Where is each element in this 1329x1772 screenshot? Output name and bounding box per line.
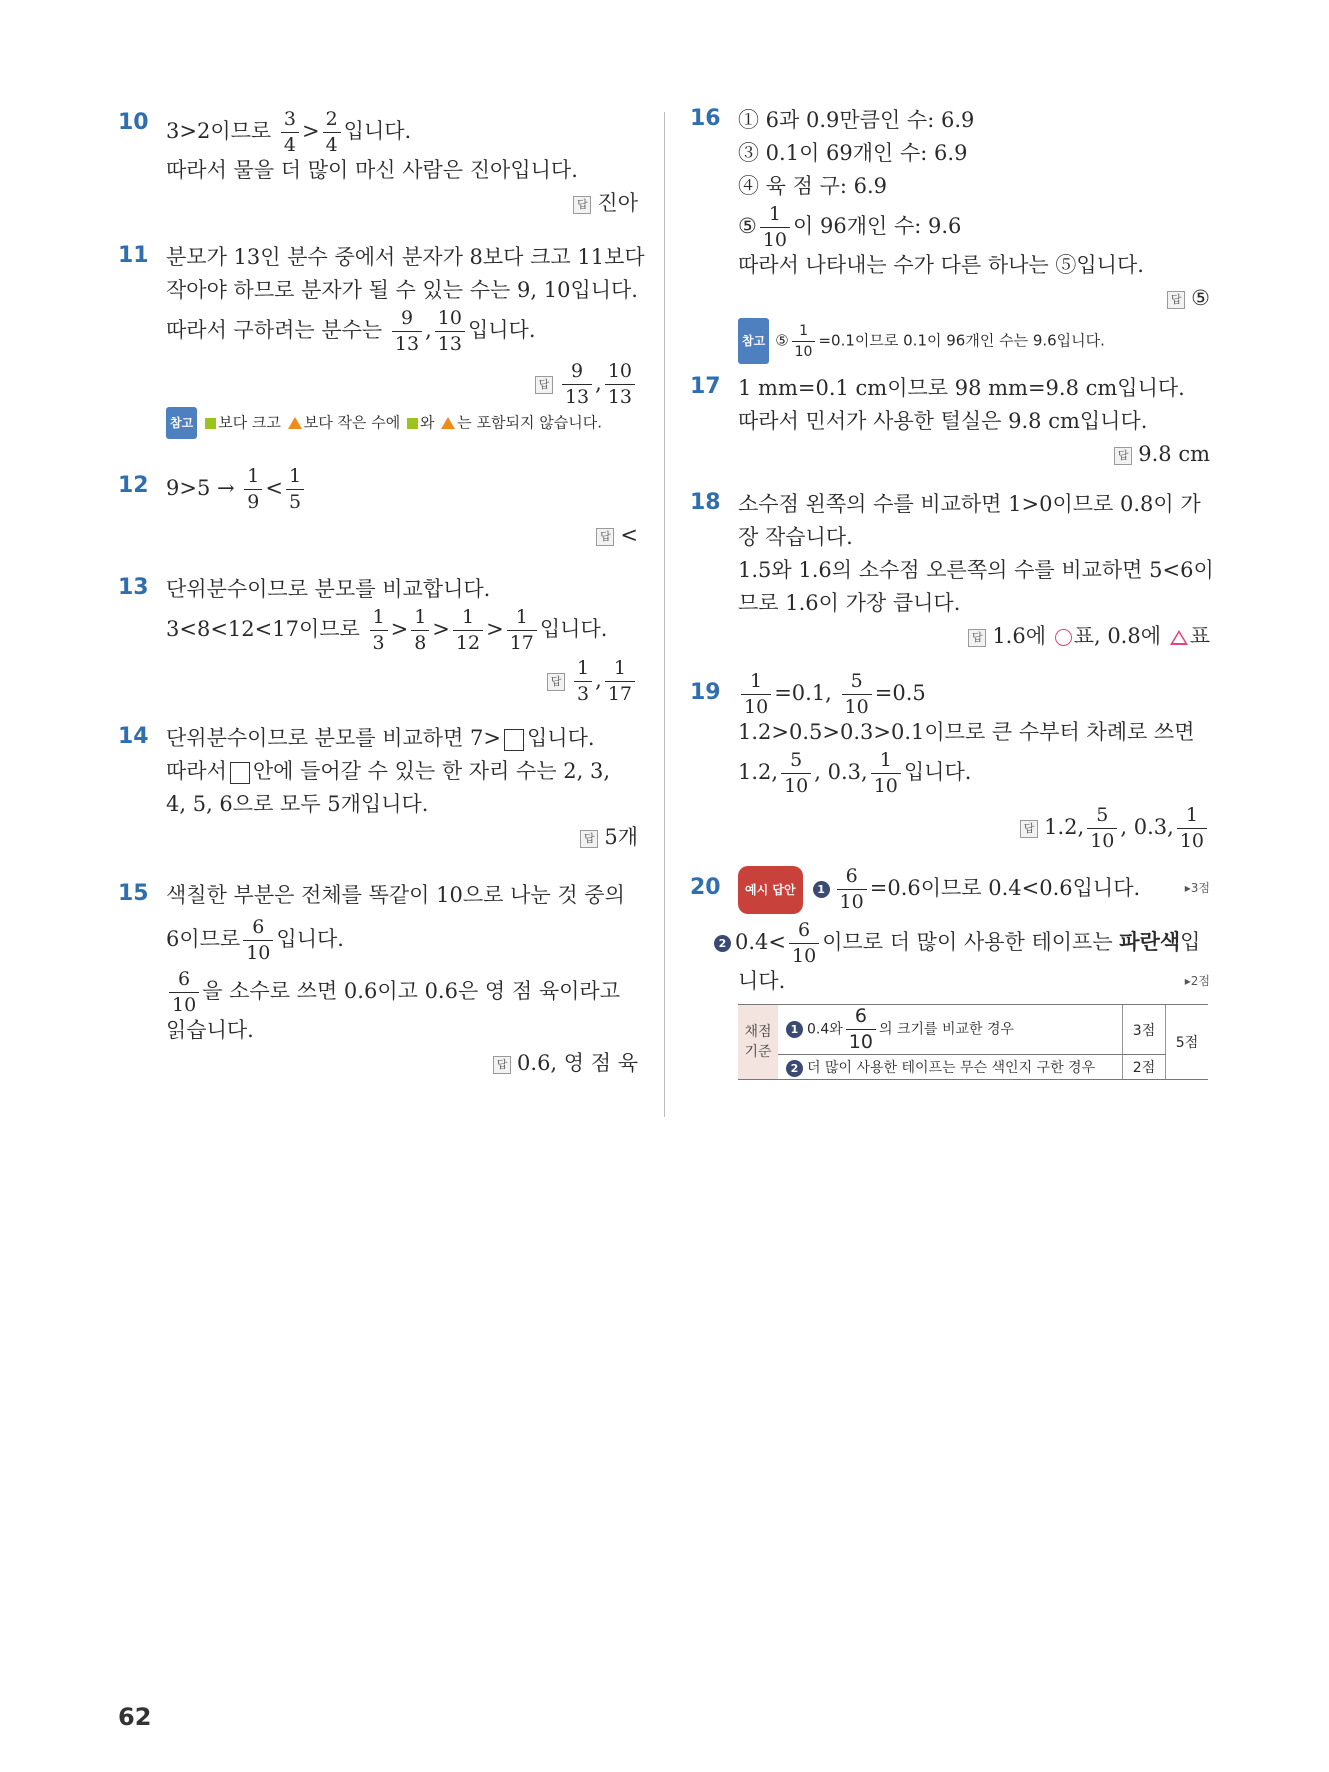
fraction: $\frac{1}{17}$ xyxy=(507,608,537,653)
fraction: $\frac{6}{10}$ xyxy=(169,970,199,1015)
problem-10: 10 3>2이므로 $\frac{3}{4}$ > $\frac{2}{4}$ 입니다. 따라서 물을 더 많이 마신 사람은 진아입니다. 답 진아 xyxy=(118,108,638,219)
problem-number: 15 xyxy=(118,881,149,906)
fraction: $\frac{2}{4}$ xyxy=(323,110,341,155)
step-2-icon: 2 xyxy=(714,935,731,952)
fraction: $\frac{10}{13}$ xyxy=(435,309,465,354)
problem-11: 11 분모가 13인 분수 중에서 분자가 8보다 크고 11보다 작아야 하므로 분자가 될 수 있는 수는 9, 10입니다. 따라서 구하려는 분수는 $\frac{9}{13}$ , $\frac{10}{13}$ 입니다. 답 $\frac{9}{13}$ , $\frac{10}{13}$ 참고 보다 크고 보다 작은 수에 와 는 포함되지 않습니다. xyxy=(118,241,638,439)
answer: 답 1.6에 표, 0.8에 표 xyxy=(738,620,1210,652)
fraction: $\frac{6}{10}$ xyxy=(837,867,867,912)
problem-20: 20 예시 답안 1 $\frac{6}{10}$ =0.6이므로 0.4<0.6입니다. ▸3점 2 0.4< $\frac{6}{10}$ 이므로 더 많이 사용한 테이프는 파란색입 니다. ▸2점 xyxy=(690,865,1210,998)
problem-number: 13 xyxy=(118,575,149,600)
fraction: $\frac{6}{10}$ xyxy=(243,918,273,963)
triangle-outline-icon xyxy=(1170,630,1188,645)
left-column xyxy=(118,108,645,1079)
fraction: $\frac{1}{9}$ xyxy=(244,467,262,512)
problem-number: 20 xyxy=(690,875,721,900)
fraction: $\frac{1}{12}$ xyxy=(453,608,483,653)
fraction: $\frac{1}{10}$ xyxy=(792,324,816,359)
answer-mark-icon: 답 xyxy=(1020,820,1038,838)
answer-mark-icon: 답 xyxy=(1167,291,1185,309)
fraction: $\frac{5}{10}$ xyxy=(781,751,811,796)
fraction: $\frac{5}{10}$ xyxy=(842,672,872,717)
fraction: $\frac{6}{10}$ xyxy=(789,921,819,966)
answer-mark-icon: 답 xyxy=(968,629,986,647)
answer: 답 $\frac{1}{3}$ , $\frac{1}{17}$ xyxy=(166,656,638,704)
fraction: $\frac{1}{17}$ xyxy=(605,659,635,704)
problem-14: 14 단위분수이므로 분모를 비교하면 7> 입니다. 따라서 안에 들어갈 수 있는 한 자리 수는 2, 3, 4, 5, 6으로 모두 5개입니다. 답 5개 xyxy=(118,722,638,853)
reference-note: 참고 보다 크고 보다 작은 수에 와 는 포함되지 않습니다. xyxy=(166,407,638,439)
points: ▸3점 xyxy=(1184,881,1210,895)
answer: 답 9.8 cm xyxy=(738,438,1210,470)
fraction: $\frac{1}{10}$ xyxy=(741,672,771,717)
fraction: $\frac{3}{4}$ xyxy=(281,110,299,155)
problem-19: 19 $\frac{1}{10}$ =0.1, $\frac{5}{10}$ =0.5 1.2>0.5>0.3>0.1이므로 큰 수부터 차례로 쓰면 1.2, $\frac{5}{10}$ , 0.3, $\frac{1}{10}$ 입니다. 답 1.2, $\frac{5}{10}$ , 0.3, $\frac{1}{10}$ xyxy=(690,670,1210,851)
problem-number: 14 xyxy=(118,724,149,749)
scoring-table xyxy=(738,1004,1208,1080)
right-column xyxy=(690,104,1214,1080)
problem-15: 15 색칠한 부분은 전체를 똑같이 10으로 나눈 것 중의 6이므로 $\frac{6}{10}$ 입니다. $\frac{6}{10}$ 을 소수로 쓰면 0.6이고 0.6은 영 점 육이라고 읽습니다. 답 0.6, 영 점 육 xyxy=(118,879,638,1079)
triangle-icon xyxy=(288,417,302,429)
fraction: $\frac{1}{3}$ xyxy=(574,659,592,704)
problem-number: 16 xyxy=(690,106,721,131)
answer-mark-icon: 답 xyxy=(1114,447,1132,465)
square-icon xyxy=(407,418,418,429)
answer-mark-icon: 답 xyxy=(596,528,614,546)
fraction: $\frac{6}{10}$ xyxy=(846,1007,876,1052)
points: ▸2점 xyxy=(1184,974,1210,988)
fraction: $\frac{1}{3}$ xyxy=(370,608,388,653)
fraction: $\frac{5}{10}$ xyxy=(1087,806,1117,851)
page-number: 62 xyxy=(118,1703,152,1731)
fraction: $\frac{1}{10}$ xyxy=(1177,806,1207,851)
problem-number: 12 xyxy=(118,473,149,498)
problem-number: 17 xyxy=(690,374,721,399)
problem-number: 11 xyxy=(118,243,149,268)
problem-17: 17 1 mm=0.1 cm이므로 98 mm=9.8 cm입니다. 따라서 민서가 사용한 털실은 9.8 cm입니다. 답 9.8 cm xyxy=(690,372,1210,470)
criterion-2-points: 2점 xyxy=(1123,1055,1166,1080)
problem-number: 10 xyxy=(118,110,149,135)
circle-icon xyxy=(1055,629,1072,646)
answer: 답 5개 xyxy=(166,821,638,853)
fraction: $\frac{1}{10}$ xyxy=(760,205,790,250)
answer: 답 $\frac{9}{13}$ , $\frac{10}{13}$ xyxy=(166,359,638,407)
column-divider xyxy=(664,112,665,1117)
criterion-1: 1 0.4와 $\frac{6}{10}$ 의 크기를 비교한 경우 xyxy=(778,1005,1123,1055)
answer-mark-icon: 답 xyxy=(493,1056,511,1074)
fraction: $\frac{10}{13}$ xyxy=(605,362,635,407)
problem-16: 16 ① 6과 0.9만큼인 수: 6.9 ③ 0.1이 69개인 수: 6.9 ④ 육 점 구: 6.9 ⑤ $\frac{1}{10}$ 이 96개인 수: 9.6 따라서 나타내는 수가 다른 하나는 ⑤입니다. 답 ⑤ 참고 ⑤ $\frac{1}{10}$ =0.1이므로 0.1이 96개인 수는 9.6입니다. xyxy=(690,104,1210,362)
answer: 답 0.6, 영 점 육 xyxy=(166,1047,638,1079)
problem-number: 18 xyxy=(690,490,721,515)
note-tag: 참고 xyxy=(166,407,197,439)
sample-answer-tag: 예시 답안 xyxy=(738,866,803,914)
scoring-label: 채점 기준 xyxy=(738,1005,778,1080)
triangle-icon xyxy=(441,417,455,429)
total-points: 5점 xyxy=(1166,1005,1209,1080)
answer-mark-icon: 답 xyxy=(535,376,553,394)
problem-number: 19 xyxy=(690,680,721,705)
problem-18: 18 소수점 왼쪽의 수를 비교하면 1>0이므로 0.8이 가 장 작습니다. 1.5와 1.6의 소수점 오른쪽의 수를 비교하면 5<6이 므로 1.6이 가장 큽니다. 답 1.6에 표, 0.8에 표 xyxy=(690,488,1210,652)
answer: 답 < xyxy=(166,519,638,551)
problem-12: 12 9>5 → $\frac{1}{9}$ < $\frac{1}{5}$ 답 < xyxy=(118,465,638,551)
answer: 답 1.2, $\frac{5}{10}$ , 0.3, $\frac{1}{10}$ xyxy=(738,803,1210,851)
criterion-2: 2 더 많이 사용한 테이프는 무슨 색인지 구한 경우 xyxy=(778,1055,1123,1080)
fraction: $\frac{1}{10}$ xyxy=(871,751,901,796)
fraction: $\frac{9}{13}$ xyxy=(562,362,592,407)
answer-mark-icon: 답 xyxy=(547,673,565,691)
fraction: $\frac{9}{13}$ xyxy=(392,309,422,354)
answer: 답 진아 xyxy=(166,187,638,219)
note-tag: 참고 xyxy=(738,318,769,364)
blank-box xyxy=(504,729,524,751)
step-1-icon: 1 xyxy=(813,881,830,898)
answer: 답 ⑤ xyxy=(738,282,1210,314)
fraction: $\frac{1}{8}$ xyxy=(411,608,429,653)
criterion-1-points: 3점 xyxy=(1123,1005,1166,1055)
fraction: $\frac{1}{5}$ xyxy=(286,467,304,512)
reference-note: 참고 ⑤ $\frac{1}{10}$ =0.1이므로 0.1이 96개인 수는 9.6입니다. xyxy=(738,318,1210,362)
square-icon xyxy=(205,418,216,429)
blank-box xyxy=(230,762,250,784)
answer-mark-icon: 답 xyxy=(580,830,598,848)
answer-mark-icon: 답 xyxy=(573,196,591,214)
problem-13: 13 단위분수이므로 분모를 비교합니다. 3<8<12<17이므로 $\frac{1}{3}$ > $\frac{1}{8}$ > $\frac{1}{12}$ > $\frac{1}{17}$ 입니다. 답 $\frac{1}{3}$ , $\frac{1}{17}$ xyxy=(118,573,638,704)
